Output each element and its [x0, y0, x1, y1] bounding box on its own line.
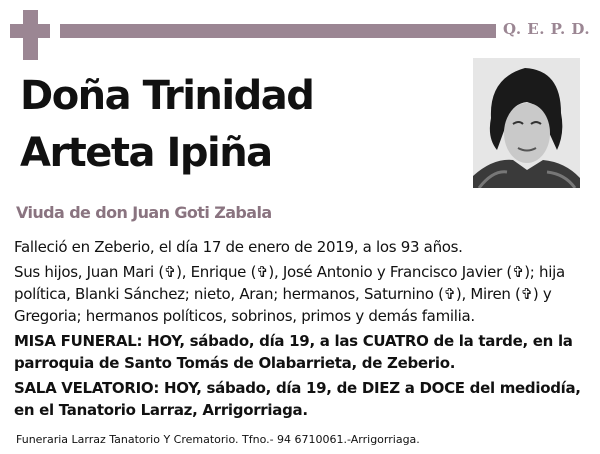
- family-text: Sus hijos, Juan Mari (✞), Enrique (✞), José Antonio y Francisco Javier (✞); hija política, Blanki Sánchez; nieto, Aran; hermanos, Saturnino (✞), Miren (✞) y Gregoria; hermanos políticos, sobrinos, primos y demás familia.: [14, 263, 565, 325]
- deceased-name-line2: Arteta Ipiña: [20, 130, 272, 176]
- widow-subtitle: Viuda de don Juan Goti Zabala: [16, 203, 272, 222]
- cross-icon-horizontal: [10, 24, 50, 38]
- funeral-mass-text: MISA FUNERAL: HOY, sábado, día 19, a las CUATRO de la tarde, en la parroquia de Santo Tomás de Olabarrieta, de Zeberio.: [14, 332, 573, 372]
- qepd-label: Q. E. P. D.: [503, 20, 591, 38]
- wake-room-text: SALA VELATORIO: HOY, sábado, día 19, de DIEZ a DOCE del mediodía, en el Tanatorio Larraz, Arrigorriaga.: [14, 379, 581, 419]
- funeral-home-footer: Funeraria Larraz Tanatorio Y Crematorio. Tfno.- 94 6710061.-Arrigorriaga.: [16, 433, 420, 446]
- portrait-illustration: [473, 58, 580, 188]
- header-rule: [60, 24, 496, 38]
- deceased-name-line1: Doña Trinidad: [20, 73, 314, 119]
- death-notice-text: Falleció en Zeberio, el día 17 de enero de 2019, a los 93 años.: [14, 238, 463, 256]
- obituary-body: [14, 236, 584, 424]
- portrait-photo: [473, 58, 580, 188]
